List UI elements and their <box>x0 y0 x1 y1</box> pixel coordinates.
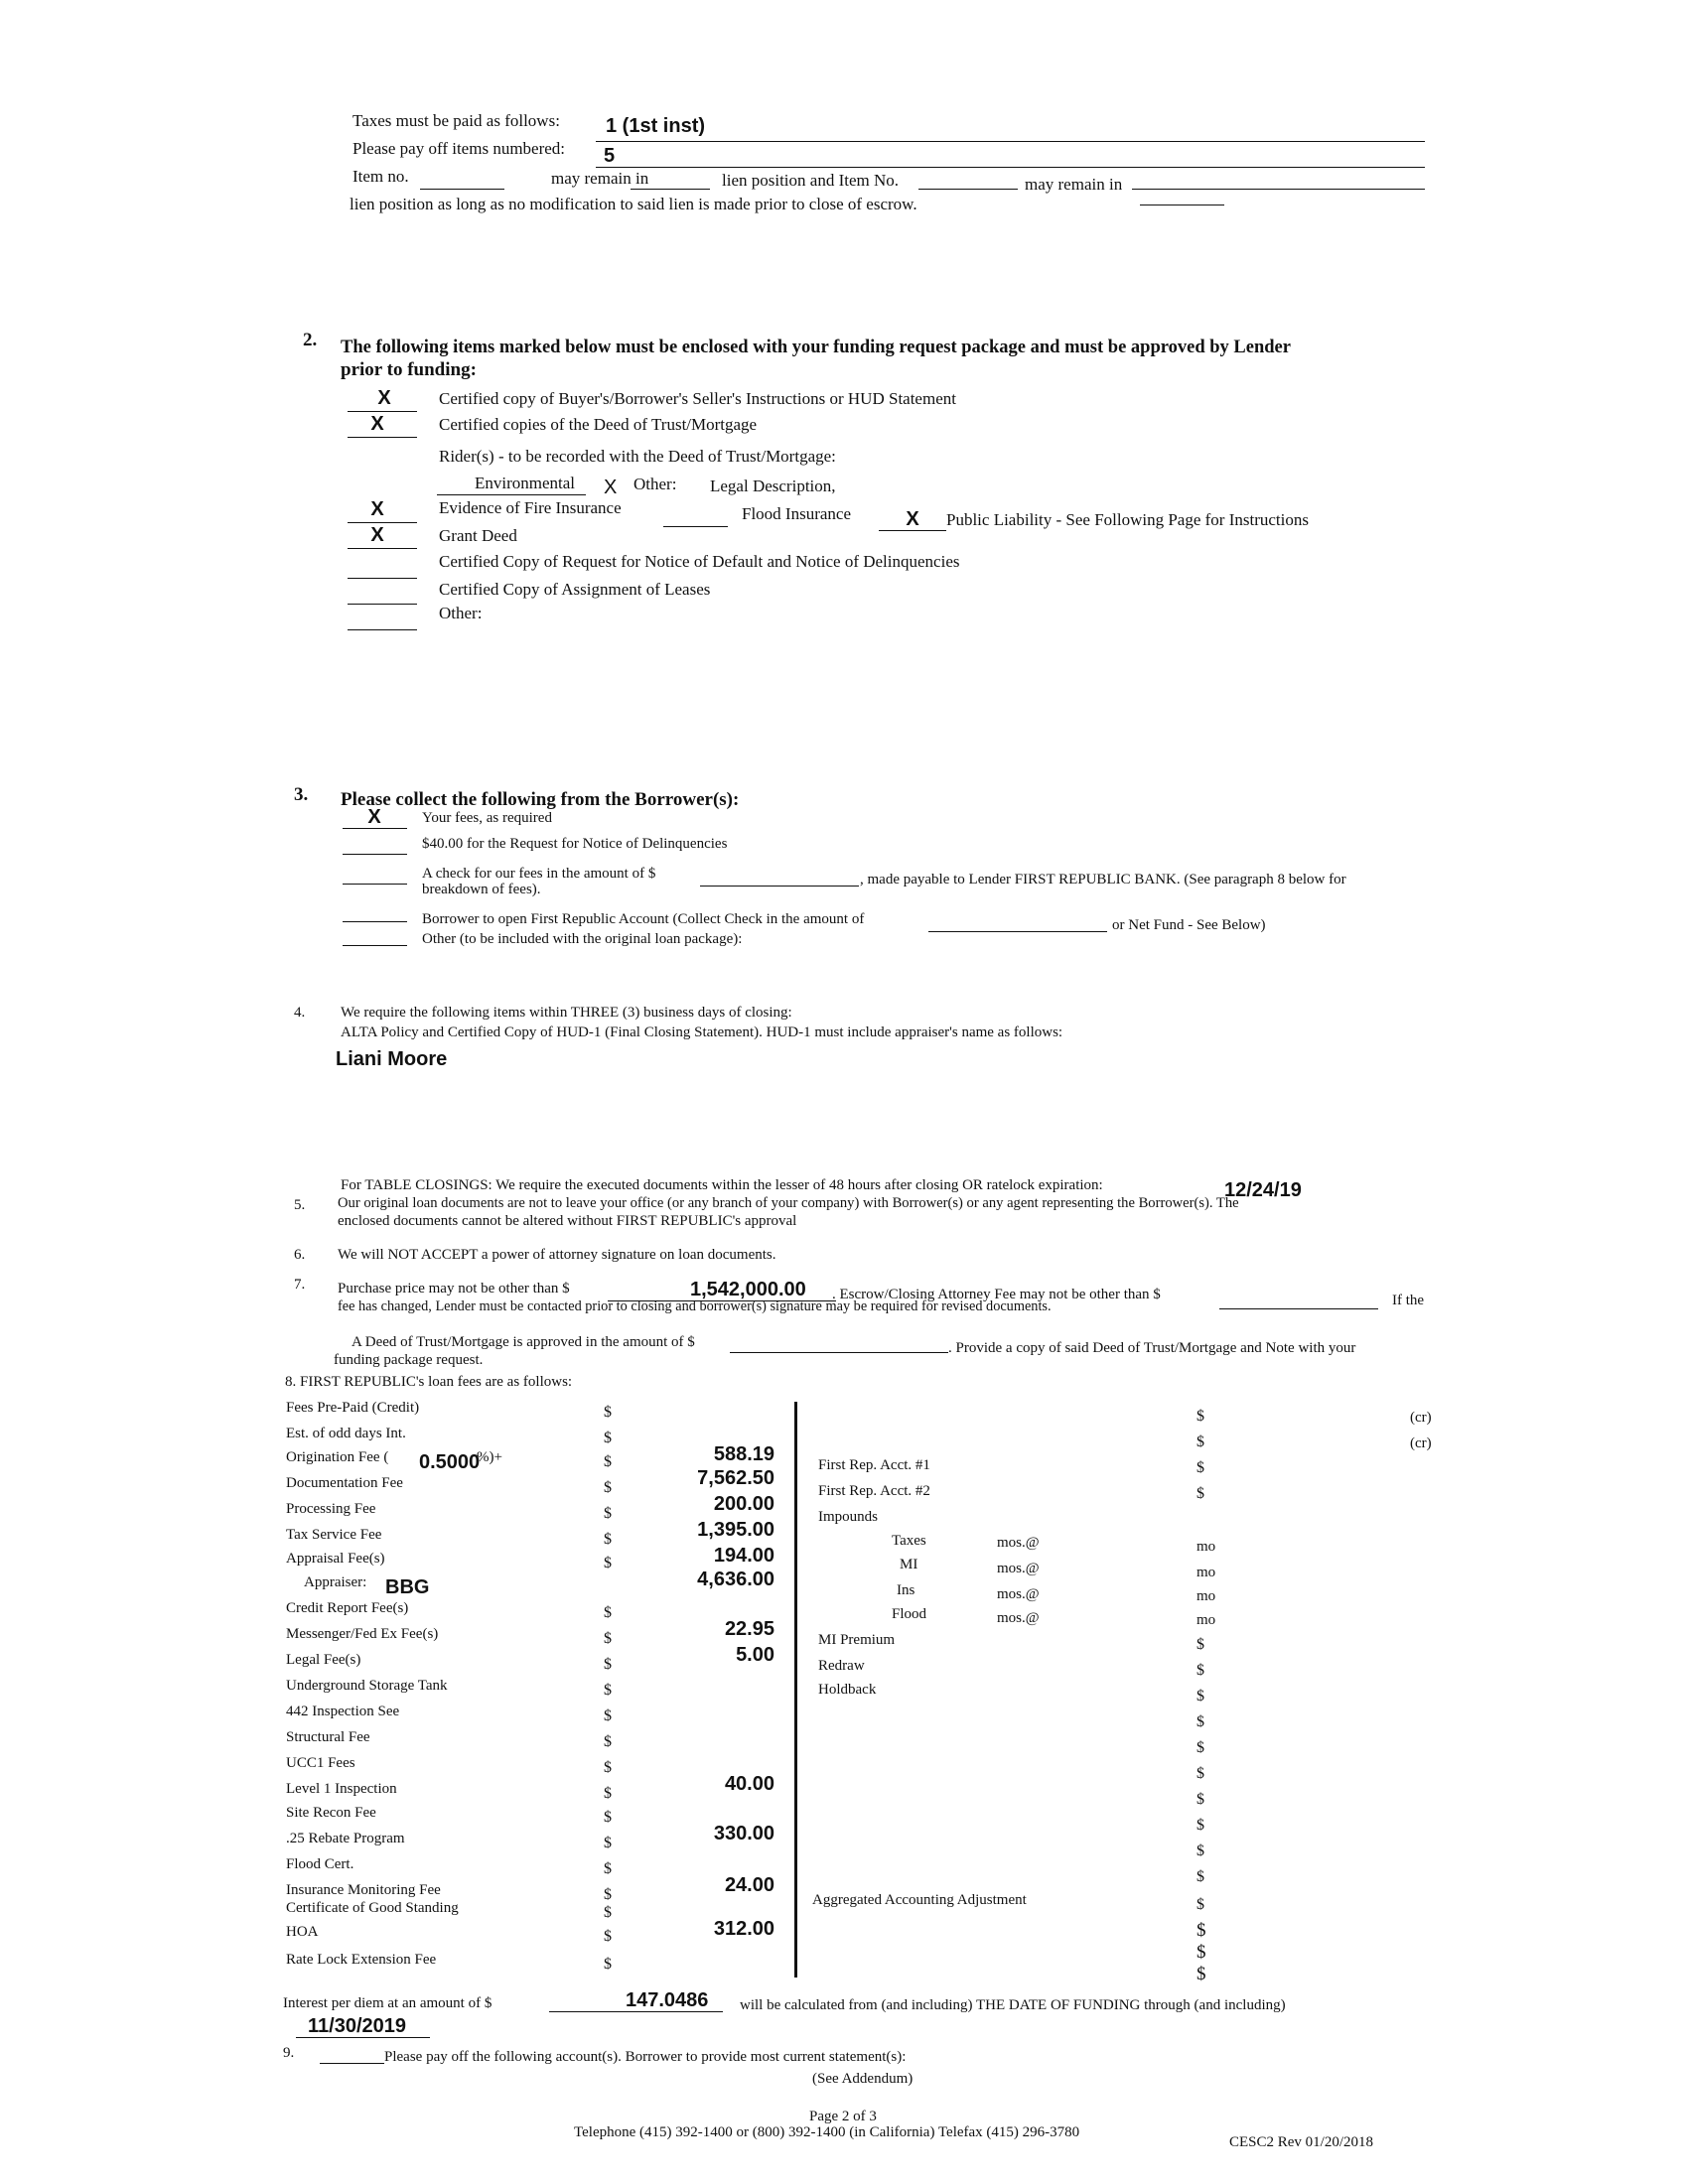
impound-ins: Ins <box>897 1582 915 1598</box>
section-4-number: 4. <box>294 1005 306 1021</box>
origination-suffix: %)+ <box>477 1449 502 1465</box>
payoff-value: 5 <box>604 145 616 167</box>
assignment-leases-label: Certified Copy of Assignment of Leases <box>439 580 711 599</box>
fee-dollar: $ <box>604 1656 612 1673</box>
impound-taxes: Taxes <box>892 1533 926 1549</box>
appraiser-value: BBG <box>385 1576 430 1598</box>
fee-dollar: $ <box>604 1682 612 1699</box>
deed-amount-label: A Deed of Trust/Mortgage is approved in the amount of $ <box>352 1334 695 1350</box>
appraiser-label: Appraiser: <box>304 1574 367 1590</box>
flood-insurance-label: Flood Insurance <box>742 504 852 523</box>
other-rider-mark[interactable]: X <box>604 477 618 498</box>
aggregated-adjustment-label: Aggregated Accounting Adjustment <box>812 1892 1027 1908</box>
fee-amount: 312.00 <box>713 1918 774 1940</box>
open-account-label: Borrower to open First Republic Account (Collect Check in the amount of <box>422 911 865 927</box>
right-dollar: $ <box>1196 1942 1206 1963</box>
may-remain-label-2: may remain in <box>1025 175 1123 194</box>
fire-insurance-label: Evidence of Fire Insurance <box>439 498 622 517</box>
impound-mi: MI <box>900 1557 918 1572</box>
fee-label: Structural Fee <box>286 1729 370 1745</box>
section-5-number: 5. <box>294 1197 306 1213</box>
payoff-label: Please pay off items numbered: <box>352 139 566 158</box>
fee-label: HOA <box>286 1924 319 1940</box>
lien-position-text: lien position as long as no modification to said lien is made prior to close of escrow. <box>350 195 917 213</box>
fee-label: Fees Pre-Paid (Credit) <box>286 1400 420 1416</box>
right-dollar: $ <box>1196 1485 1204 1502</box>
fee-divider <box>794 1402 797 1978</box>
legal-description-label: Legal Description, <box>710 477 836 495</box>
section-4-line-1: We require the following items within THREE (3) business days of closing: <box>341 1005 792 1021</box>
fee-dollar: $ <box>604 1809 612 1826</box>
fee-amount: 7,562.50 <box>697 1467 774 1489</box>
right-dollar: $ <box>1196 1636 1204 1653</box>
fee-label: Credit Report Fee(s) <box>286 1600 409 1616</box>
fee-label: Underground Storage Tank <box>286 1678 448 1694</box>
section-8-heading: 8. FIRST REPUBLIC's loan fees are as follows: <box>285 1374 573 1390</box>
fee-dollar: $ <box>604 1531 612 1548</box>
impound-taxes-mos: mos.@ <box>997 1535 1040 1551</box>
right-dollar: $ <box>1196 1459 1204 1476</box>
impound-ins-mo: mo <box>1196 1588 1216 1604</box>
impound-ins-mos: mos.@ <box>997 1586 1040 1602</box>
fee-amount: 1,395.00 <box>697 1519 774 1541</box>
fee-dollar: $ <box>604 1835 612 1851</box>
credit-mark-1: (cr) <box>1410 1410 1432 1426</box>
riders-label: Rider(s) - to be recorded with the Deed of Trust/Mortgage: <box>439 447 836 466</box>
impound-mi-mos: mos.@ <box>997 1561 1040 1576</box>
fee-amount: 194.00 <box>713 1545 774 1567</box>
fee-amount: 588.19 <box>713 1443 774 1465</box>
fee-label: Flood Cert. <box>286 1856 354 1872</box>
if-the-label: If the <box>1392 1293 1425 1308</box>
provide-copy-label: . Provide a copy of said Deed of Trust/Mortgage and Note with your <box>948 1340 1356 1356</box>
appraiser-name: Liani Moore <box>336 1048 448 1070</box>
right-dollar: $ <box>1196 1433 1204 1450</box>
impound-taxes-mo: mo <box>1196 1539 1216 1555</box>
section-3-number: 3. <box>294 784 309 805</box>
taxes-label: Taxes must be paid as follows: <box>352 111 560 130</box>
default-notice-label: Certified Copy of Request for Notice of Default and Notice of Delinquencies <box>439 552 960 571</box>
fee-dollar: $ <box>604 1928 612 1945</box>
section-9-text: Please pay off the following account(s). Borrower to provide most current statement(s): <box>384 2049 907 2065</box>
fee-label: Messenger/Fed Ex Fee(s) <box>286 1626 439 1642</box>
right-dollar: $ <box>1196 1964 1206 1984</box>
check-mark-your-fees[interactable]: X <box>367 806 381 828</box>
other-item-label: Other: <box>439 604 483 622</box>
form-id: CESC2 Rev 01/20/2018 <box>1229 2134 1374 2150</box>
impound-mi-mo: mo <box>1196 1565 1216 1580</box>
lien-position-item-label: lien position and Item No. <box>722 171 900 190</box>
right-dollar: $ <box>1196 1662 1204 1679</box>
fee-dollar: $ <box>604 1604 612 1621</box>
environmental-label: Environmental <box>475 474 576 492</box>
fee-label: Origination Fee ( <box>286 1449 389 1465</box>
grant-deed-label: Grant Deed <box>439 526 517 545</box>
item-no-label: Item no. <box>352 167 409 186</box>
fee-label: Level 1 Inspection <box>286 1781 397 1797</box>
fee-amount: 24.00 <box>724 1874 774 1896</box>
interest-label: Interest per diem at an amount of $ <box>283 1995 492 2011</box>
impound-flood-mo: mo <box>1196 1612 1216 1628</box>
fee-dollar: $ <box>604 1430 612 1446</box>
public-liability-label: Public Liability - See Following Page for Instructions <box>946 510 1309 529</box>
fee-label: Processing Fee <box>286 1501 376 1517</box>
right-dollar: $ <box>1196 1408 1204 1425</box>
seller-instructions-label: Certified copy of Buyer's/Borrower's Seller's Instructions or HUD Statement <box>439 389 956 408</box>
check-mark-grant-deed[interactable]: X <box>370 524 384 546</box>
section-5-line-2: Our original loan documents are not to leave your office (or any branch of your company) with Borrower(s) or any agent representing the Borrower(s). The <box>338 1195 1239 1211</box>
delinquencies-fee-label: $40.00 for the Request for Notice of Delinquencies <box>422 836 728 852</box>
may-remain-label-1: may remain in <box>551 169 649 188</box>
fee-amount: 22.95 <box>724 1618 774 1640</box>
payable-label: , made payable to Lender FIRST REPUBLIC BANK. (See paragraph 8 below for <box>860 872 1346 887</box>
breakdown-label: breakdown of fees). <box>422 882 541 897</box>
fee-label: 442 Inspection See <box>286 1704 400 1719</box>
fee-label: UCC1 Fees <box>286 1755 355 1771</box>
purchase-price-label: Purchase price may not be other than $ <box>338 1281 570 1297</box>
fee-label: Appraisal Fee(s) <box>286 1551 385 1567</box>
fee-dollar: $ <box>604 1785 612 1802</box>
fee-dollar: $ <box>604 1707 612 1724</box>
fee-dollar: $ <box>604 1956 612 1973</box>
fee-dollar: $ <box>604 1886 612 1903</box>
other-collect-label: Other (to be included with the original loan package): <box>422 931 743 947</box>
fee-label: Est. of odd days Int. <box>286 1426 406 1441</box>
check-amount-label: A check for our fees in the amount of $ <box>422 866 656 882</box>
right-dollar: $ <box>1196 1868 1204 1885</box>
fee-dollar: $ <box>604 1453 612 1470</box>
check-mark-deed-copies[interactable]: X <box>370 413 384 435</box>
impound-flood-mos: mos.@ <box>997 1610 1040 1626</box>
section-3-heading: Please collect the following from the Borrower(s): <box>341 789 740 810</box>
credit-mark-2: (cr) <box>1410 1435 1432 1451</box>
ratelock-date: 12/24/19 <box>1224 1179 1302 1201</box>
page-number: Page 2 of 3 <box>809 2109 877 2124</box>
fee-amount: 4,636.00 <box>697 1569 774 1590</box>
fee-amount: 200.00 <box>713 1493 774 1515</box>
funding-package-label: funding package request. <box>334 1352 484 1368</box>
check-mark-seller-instructions[interactable]: X <box>377 387 391 409</box>
impound-flood: Flood <box>892 1606 927 1622</box>
acct-2-label: First Rep. Acct. #2 <box>818 1483 930 1499</box>
impounds-label: Impounds <box>818 1509 878 1525</box>
fee-dollar: $ <box>604 1860 612 1877</box>
mi-premium-label: MI Premium <box>818 1632 896 1648</box>
fee-label: Documentation Fee <box>286 1475 403 1491</box>
section-5-line-1: For TABLE CLOSINGS: We require the executed documents within the lesser of 48 hours after closing OR ratelock expiration: <box>341 1177 1103 1193</box>
see-addendum: (See Addendum) <box>812 2071 914 2087</box>
section-9-number: 9. <box>283 2045 295 2061</box>
footer-phone: Telephone (415) 392-1400 or (800) 392-1400 (in California) Telefax (415) 296-3780 <box>574 2124 1080 2140</box>
origination-rate: 0.5000 <box>419 1451 481 1473</box>
fee-dollar: $ <box>604 1555 612 1571</box>
right-dollar: $ <box>1196 1765 1204 1782</box>
right-dollar: $ <box>1196 1739 1204 1756</box>
acct-1-label: First Rep. Acct. #1 <box>818 1457 930 1473</box>
holdback-label: Holdback <box>818 1682 877 1698</box>
fee-amount: 330.00 <box>713 1823 774 1844</box>
fee-dollar: $ <box>604 1904 612 1921</box>
escrow-fee-label: . Escrow/Closing Attorney Fee may not be other than $ <box>832 1287 1161 1302</box>
redraw-label: Redraw <box>818 1658 865 1674</box>
fee-dollar: $ <box>604 1479 612 1496</box>
right-dollar: $ <box>1196 1920 1206 1941</box>
right-dollar: $ <box>1196 1843 1204 1859</box>
right-dollar: $ <box>1196 1688 1204 1705</box>
fee-amount: 5.00 <box>736 1644 774 1666</box>
interest-value: 147.0486 <box>626 1989 709 2011</box>
section-5-line-3: enclosed documents cannot be altered without FIRST REPUBLIC's approval <box>338 1213 797 1229</box>
net-fund-label: or Net Fund - See Below) <box>1112 917 1266 933</box>
other-rider-label: Other: <box>633 475 677 493</box>
check-mark-public-liability[interactable]: X <box>906 508 919 530</box>
right-dollar: $ <box>1196 1713 1204 1730</box>
purchase-price-value: 1,542,000.00 <box>690 1279 806 1300</box>
right-dollar: $ <box>1196 1896 1204 1913</box>
your-fees-label: Your fees, as required <box>422 810 552 826</box>
right-dollar: $ <box>1196 1791 1204 1808</box>
section-2-heading-2: prior to funding: <box>341 359 477 380</box>
section-6-number: 6. <box>294 1247 306 1263</box>
fee-dollar: $ <box>604 1630 612 1647</box>
fee-label: Rate Lock Extension Fee <box>286 1952 437 1968</box>
fee-label: Insurance Monitoring Fee <box>286 1882 441 1898</box>
right-dollar: $ <box>1196 1817 1204 1834</box>
fee-label: Legal Fee(s) <box>286 1652 361 1668</box>
interest-text: will be calculated from (and including) THE DATE OF FUNDING through (and including) <box>740 1997 1286 2013</box>
section-7-line-2: fee has changed, Lender must be contacted prior to closing and borrower(s) signature may be required for revised documents. <box>338 1298 1052 1314</box>
fee-dollar: $ <box>604 1733 612 1750</box>
fee-label: .25 Rebate Program <box>286 1831 405 1846</box>
section-4-line-2: ALTA Policy and Certified Copy of HUD-1 (Final Closing Statement). HUD-1 must include appraiser's name as follows: <box>341 1024 1063 1040</box>
section-7-number: 7. <box>294 1277 306 1293</box>
section-2-heading-1: The following items marked below must be enclosed with your funding request package and must be approved by Lender <box>341 338 1291 357</box>
taxes-value: 1 (1st inst) <box>606 115 706 137</box>
fee-label: Site Recon Fee <box>286 1805 376 1821</box>
fee-dollar: $ <box>604 1505 612 1522</box>
deed-copies-label: Certified copies of the Deed of Trust/Mortgage <box>439 415 758 434</box>
fee-dollar: $ <box>604 1404 612 1421</box>
fee-dollar: $ <box>604 1759 612 1776</box>
check-mark-fire-insurance[interactable]: X <box>370 498 384 520</box>
fee-amount: 40.00 <box>724 1773 774 1795</box>
section-6-text: We will NOT ACCEPT a power of attorney signature on loan documents. <box>338 1247 776 1263</box>
fee-label: Certificate of Good Standing <box>286 1900 459 1916</box>
section-2-number: 2. <box>303 330 318 350</box>
fee-label: Tax Service Fee <box>286 1527 382 1543</box>
interest-date: 11/30/2019 <box>308 2015 406 2037</box>
